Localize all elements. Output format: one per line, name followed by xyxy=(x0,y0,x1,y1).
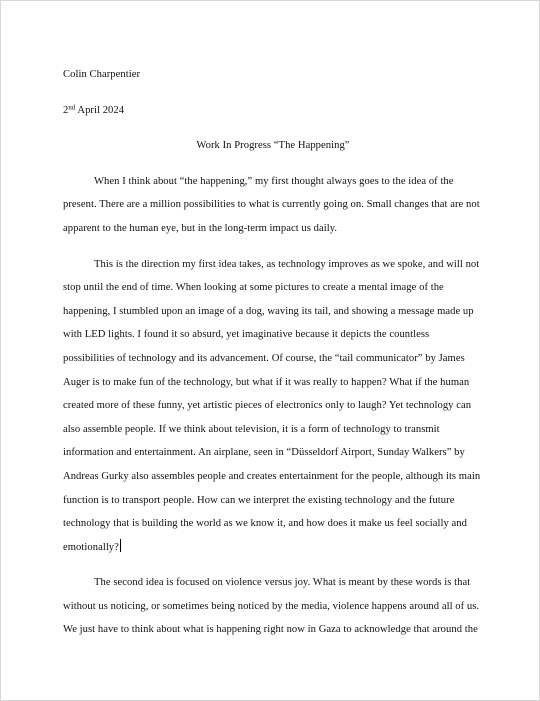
document-title: Work In Progress “The Happening” xyxy=(196,140,350,152)
text-cursor xyxy=(120,539,121,552)
paragraph-1: When I think about “the happening,” my first thought always goes to the idea of the present. There are a million possibilities to what is currently going on. Small changes that are not apparent to the human eye, but in the long-term impact us daily. xyxy=(63,175,480,234)
date-rest: April 2024 xyxy=(75,104,125,116)
date-day: 2 xyxy=(63,104,69,116)
paragraph-2 xyxy=(63,253,483,560)
date-line xyxy=(63,99,483,123)
document-body[interactable] xyxy=(63,63,483,642)
paragraph-2-text: This is the direction my first idea takes, as technology improves as we spoke, and will not stop until the end of time. When looking at some pictures to create a mental image of the happening, I stumbled upon an image of a dog, waving its tail, and showing a message made up with LED lights. I found it so absurd, yet imaginative because it depicts the countless possibilities of technology and its advancement. Of course, the “tail communicator” by James Auger is to make fun of the technology, but what if it was really to happen? What if the human created more of these funny, yet artistic pieces of electronics only to laugh? Yet technology can also assemble people. If we think about television, it is a form of technology to transmit information and entertainment. An airplane, seen in “Düsseldorf Airport, Sunday Walkers” by Andreas Gurky also assembles people and creates entertainment for the people, although its main function is to transport people. How can we interpret the existing technology and the future technology that is building the world as we know it, and how does it make us feel socially and emotionally? xyxy=(63,258,481,553)
paragraph-3: The second idea is focused on violence versus joy. What is meant by these words is that without us noticing, or sometimes being noticed by the media, violence happens around all of us. We just have to think about what is happening right now in Gaza to acknowledge that around the xyxy=(63,577,480,636)
date-suffix: nd xyxy=(68,104,76,112)
author-name: Colin Charpentier xyxy=(63,69,141,80)
